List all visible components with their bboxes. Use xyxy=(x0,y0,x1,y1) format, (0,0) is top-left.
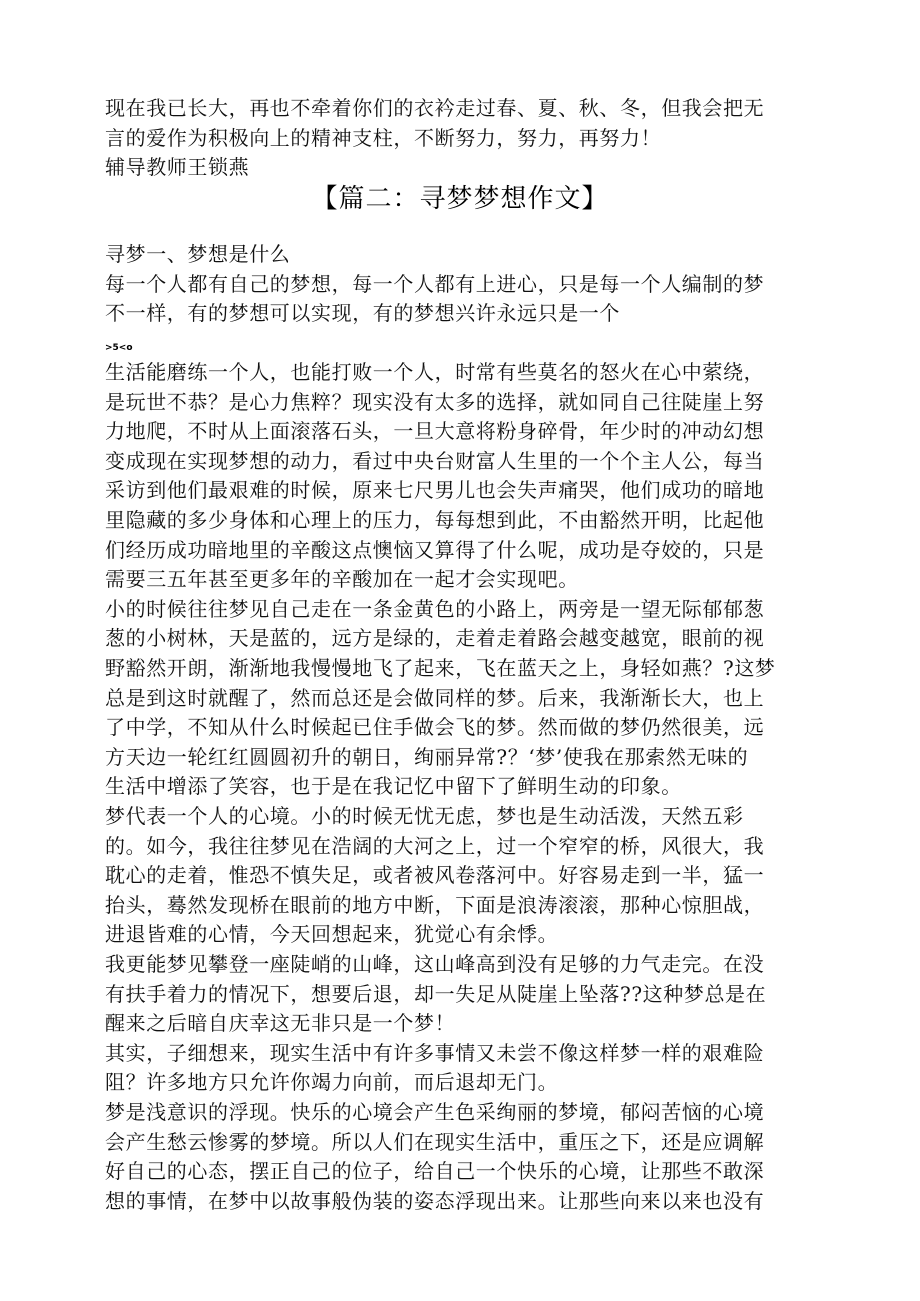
paragraph-line: 其实，子细想来，现实生活中有许多事情又未尝不像这样梦一样的艰难险 xyxy=(105,1041,765,1065)
paragraph-line: 每一个人都有自己的梦想，每一个人都有上进心，只是每一个人编制的梦 xyxy=(105,272,765,296)
intro-line: 现在我已长大，再也不牵着你们的衣衿走过春、夏、秋、冬，但我会把无 xyxy=(105,96,765,120)
paragraph-line: 总是到这时就醒了，然而总还是会做同样的梦。后来，我渐渐长大，也上 xyxy=(105,686,765,710)
paragraph-line: 好自己的心态，摆正自己的位子，给自己一个快乐的心境，让那些不敢深 xyxy=(105,1159,765,1183)
paragraph-line: 我更能梦见攀登一座陡峭的山峰，这山峰高到没有足够的力气走完。在没 xyxy=(105,952,765,976)
paragraph-line: 会产生愁云惨雾的梦境。所以人们在现实生活中，重压之下，还是应调解 xyxy=(105,1130,765,1154)
paragraph-line: 生活中增添了笑容，也于是在我记忆中留下了鲜明生动的印象。 xyxy=(105,774,682,798)
paragraph-line: 抬头，蓦然发现桥在眼前的地方中断，下面是浪涛滚滚，那种心惊胆战， xyxy=(105,893,765,917)
teacher-credit: 辅导教师王锁燕 xyxy=(105,155,250,179)
paragraph-line: 小的时候往往梦见自己走在一条金黄色的小路上，两旁是一望无际郁郁葱 xyxy=(105,597,765,621)
intro-line: 言的爱作为积极向上的精神支柱，不断努力，努力，再努力！ xyxy=(105,126,662,150)
paragraph-line: 梦是浅意识的浮现。快乐的心境会产生色采绚丽的梦境，郁闷苦恼的心境 xyxy=(105,1100,765,1124)
paragraph-line: 进退皆难的心情，今天回想起来，犹觉心有余悸。 xyxy=(105,922,559,946)
paragraph-line: 生活能磨练一个人，也能打败一个人，时常有些莫名的怒火在心中萦绕， xyxy=(105,360,765,384)
paragraph-line: 需要三五年甚至更多年的辛酸加在一起才会实现吧。 xyxy=(105,567,579,591)
paragraph-line: 方天边一轮红红圆圆初升的朝日，绚丽异常?？‘梦’使我在那索然无味的 xyxy=(105,745,749,769)
paragraph-line: 梦代表一个人的心境。小的时候无忧无虑，梦也是生动活泼，天然五彩 xyxy=(105,804,744,828)
paragraph-line: 们经历成功暗地里的辛酸这点懊恼又算得了什么呢，成功是夺姣的，只是 xyxy=(105,538,765,562)
paragraph-line: 不一样，有的梦想可以实现，有的梦想兴许永远只是一个 xyxy=(105,301,620,325)
paragraph-line: 阻？许多地方只允许你竭力向前，而后退却无门。 xyxy=(105,1070,559,1094)
paragraph-line: 想的事情，在梦中以故事般伪装的姿态浮现出来。让那些向来以来也没有 xyxy=(105,1189,765,1213)
artifact-marker: >5<o xyxy=(105,343,133,353)
paragraph-line: 耽心的走着，惟恐不慎失足，或者被风卷落河中。好容易走到一半，猛一 xyxy=(105,863,765,887)
paragraph-line: 力地爬，不时从上面滚落石头，一旦大意将粉身碎骨，年少时的冲动幻想 xyxy=(105,419,765,443)
paragraph-line: 醒来之后暗自庆幸这无非只是一个梦！ xyxy=(105,1011,456,1035)
section-title: 【篇二：寻梦梦想作文】 xyxy=(311,184,609,214)
paragraph-line: 采访到他们最艰难的时候，原来七尺男儿也会失声痛哭，他们成功的暗地 xyxy=(105,478,765,502)
paragraph-line: 葱的小树林，天是蓝的，远方是绿的，走着走着路会越变越宽，眼前的视 xyxy=(105,626,765,650)
paragraph-line: 里隐藏的多少身体和心理上的压力，每每想到此，不由豁然开明，比起他 xyxy=(105,508,765,532)
paragraph-line: 野豁然开朗，渐渐地我慢慢地飞了起来，飞在蓝天之上，身轻如燕？?这梦 xyxy=(105,656,776,680)
paragraph-line: 变成现在实现梦想的动力，看过中央台财富人生里的一个个主人公，每当 xyxy=(105,449,765,473)
paragraph-line: 是玩世不恭？是心力焦粹？现实没有太多的选择，就如同自己往陡崖上努 xyxy=(105,390,765,414)
paragraph-line: 有扶手着力的情况下，想要后退，却一失足从陡崖上坠落??这种梦总是在 xyxy=(105,982,767,1006)
paragraph-line: 的。如今，我往往梦见在浩阔的大河之上，过一个窄窄的桥，风很大，我 xyxy=(105,834,765,858)
subheading: 寻梦一、梦想是什么 xyxy=(105,242,291,266)
paragraph-line: 了中学，不知从什么时候起已住手做会飞的梦。然而做的梦仍然很美，远 xyxy=(105,715,765,739)
